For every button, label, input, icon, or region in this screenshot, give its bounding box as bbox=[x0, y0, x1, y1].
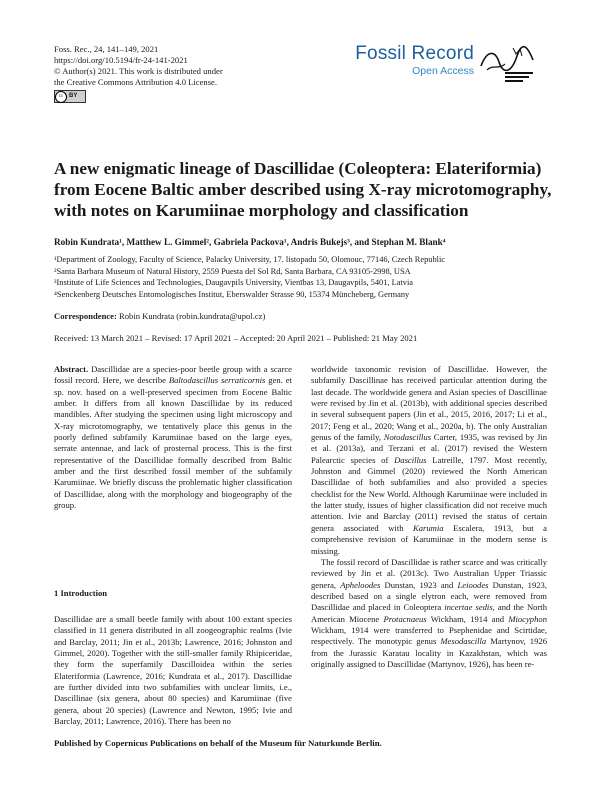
abstract-paragraph bbox=[54, 364, 292, 511]
rc-text: Wickham, 1914 and bbox=[426, 613, 509, 624]
rc-taxon: Dascillus bbox=[394, 454, 427, 465]
rc-text: , and the North American Miocene bbox=[311, 602, 547, 624]
author-list: Robin Kundrata¹, Matthew L. Gimmel², Gabriela Packova¹, Andris Bukejs³, and Stephan M. Blank⁴ bbox=[54, 237, 446, 247]
rc-taxon: Protacnaeus bbox=[383, 613, 427, 624]
affiliation-2: ²Santa Barbara Museum of Natural History, 2559 Puesta del Sol Rd, Santa Barbara, CA 93105-2998, USA bbox=[54, 266, 411, 276]
rc-taxon: Leioodes bbox=[457, 579, 489, 590]
affiliations bbox=[54, 254, 445, 300]
publisher-footer: Published by Copernicus Publications on behalf of the Museum für Naturkunde Berlin. bbox=[54, 738, 382, 748]
rc-taxon: Karumia bbox=[413, 522, 444, 533]
correspondence bbox=[54, 311, 265, 321]
title-line-1: A new enigmatic lineage of Dascillidae (Coleoptera: Elateriformia) bbox=[54, 159, 542, 178]
rc-text: Wickham, 1914 were transferred to Psephenidae and Scirtidae, respectively. The monotypic genus bbox=[311, 624, 547, 647]
rc-taxon: Miocyphon bbox=[508, 613, 547, 624]
section-heading-introduction: 1 Introduction bbox=[54, 588, 108, 598]
abstract bbox=[54, 364, 292, 511]
abstract-genus: Baltodascillus serraticornis bbox=[168, 375, 266, 386]
title-line-3: with notes on Karumiinae morphology and classification bbox=[54, 201, 469, 220]
rc-taxon: incertae sedis bbox=[444, 602, 493, 613]
rc-text: Martynov, 1926 from the Jurassic Karatau locality in Kazakhstan, which was originally assigned to Dascillidae (Martynov, 1926), has been re- bbox=[311, 636, 547, 669]
museum-logo-icon bbox=[477, 44, 537, 84]
affiliation-1: ¹Department of Zoology, Faculty of Science, Palacky University, 17. listopadu 50, Olomouc, 77146, Czech Republic bbox=[54, 255, 446, 264]
correspondence-text: Robin Kundrata (robin.kundrata@upol.cz) bbox=[116, 311, 266, 321]
rc-text: The fossil record of Dascillidae is rather scarce and was critically reviewed by Jin et al. (2013c). Two Australian Upper Triassic genera, bbox=[311, 556, 547, 590]
abstract-text-1: Dascillidae are a species-poor beetle group with a scarce fossil record. Here, we describe bbox=[54, 364, 292, 386]
correspondence-label: Correspondence: bbox=[54, 311, 117, 321]
affiliation-4: ⁴Senckenberg Deutsches Entomologisches Institut, Eberswalder Strasse 90, 15374 Müncheberg, Germany bbox=[54, 289, 410, 299]
article-title bbox=[54, 158, 552, 221]
rc-taxon: Notodascillus bbox=[383, 432, 432, 443]
cc-by-badge-icon[interactable] bbox=[54, 90, 86, 103]
intro-paragraph-1: Dascillidae are a small beetle family with about 100 extant species classified in 11 genera distributed in all zoogeographic realms (Ivie and Barclay, 2011; Jin et al., 2013b; Lawrence, 2016; Johnston and Gimmel, 2020). Together with the still-smaller family Rhipiceridae, they form the superfamily Dascilloidea within the series Elateriformia (Lawrence, 2016; Kundrata et al., 2017). Dascillidae are further divided into two subfamilies with unclear limits, i.e., Dascillinae (six genera, about 80 species) and Karumiinae (five genera, about 20 species) (Lawrence and Newton, 1995; Ivie and Barclay, 2011; Lawrence, 2016). There has been no bbox=[54, 614, 292, 727]
journal-name: Fossil Record bbox=[355, 43, 474, 64]
cc-circle-icon: cc bbox=[55, 91, 67, 103]
rc-text: Escalera, 1913, but a comprehensive revision of Karumiinae in the modern sense is missing. bbox=[311, 522, 547, 556]
affiliation-3: ³Institute of Life Sciences and Technologies, Daugavpils University, Vienības 13, Daugavpils, 5401, Latvia bbox=[54, 278, 413, 288]
rc-text: worldwide taxonomic revision of Dascillidae. However, the subfamily Dascillinae has received particular attention during the last decade. The worldwide genera and Asian species of Dascillinae were revised by Jin et al. (2013b), with additional species described in several subsequent papers (Jin et al., 2015, 2016, 2017; Li et al., 2017; Feng et al., 2020; Wang et al., 2020a, b). The only Australian genus of the family, bbox=[311, 364, 547, 443]
right-paragraph-2 bbox=[311, 557, 547, 670]
publication-dates: Received: 13 March 2021 – Revised: 17 April 2021 – Accepted: 20 April 2021 – Published: 21 May 2021 bbox=[54, 333, 418, 343]
abstract-label: Abstract. bbox=[54, 364, 89, 374]
rc-taxon: Apheloodes bbox=[340, 579, 381, 590]
rc-text: Carter, 1935, was revised by Jin et al. (2013a), and Terzani et al. (2017) revised the Western Palearctic species of bbox=[311, 432, 547, 465]
open-access-label: Open Access bbox=[412, 65, 474, 77]
citation: Foss. Rec., 24, 141–149, 2021 bbox=[54, 44, 159, 54]
license-line-1: © Author(s) 2021. This work is distributed under bbox=[54, 66, 223, 76]
rc-text: Latreille, 1797. Most recently, Johnston and Gimmel (2020) reviewed the North American Dascillidae of both subfamilies and also provided a species checklist for the New World. Although Karumiinae were included in the latter study, issues of higher classification did not receive much attention. Ivie and Barclay (2011) revised the status of certain genera associated with bbox=[311, 454, 547, 533]
abstract-text-2: gen. et sp. nov. based on a well-preserved specimen from Eocene Baltic amber. It differs from all known Dascillidae by its reduced mandibles. After studying the specimen using light microscopy and X-ray microtomography, we tentatively place this genus in the poorly defined subfamily Karumiinae based on the large eyes, serrate antennae, and lack of prosternal process. This is the first representative of the Dascillidae formally described from Baltic amber and the first described fossil member of the subfamily Karumiinae. We briefly discuss the problematic higher classification of Dascillidae, along with the morphology and biogeography of the group. bbox=[54, 375, 292, 511]
cc-by-label: BY bbox=[69, 93, 78, 99]
rc-taxon: Mesodascilla bbox=[440, 636, 487, 647]
rc-text: Dunstan, 1923, described based on a single elytron each, were removed from Dascillidae and placed in Coleoptera bbox=[311, 579, 547, 613]
license-line-2: the Creative Commons Attribution 4.0 License. bbox=[54, 77, 218, 87]
title-line-2: from Eocene Baltic amber described using X-ray microtomography, bbox=[54, 180, 552, 199]
right-column-text bbox=[311, 364, 547, 670]
introduction-text bbox=[54, 614, 292, 727]
doi-link[interactable]: https://doi.org/10.5194/fr-24-141-2021 bbox=[54, 55, 188, 65]
rc-text: Dunstan, 1923 and bbox=[380, 579, 458, 590]
article-metadata bbox=[54, 44, 223, 103]
right-paragraph-1 bbox=[311, 364, 547, 557]
journal-branding bbox=[354, 43, 474, 78]
